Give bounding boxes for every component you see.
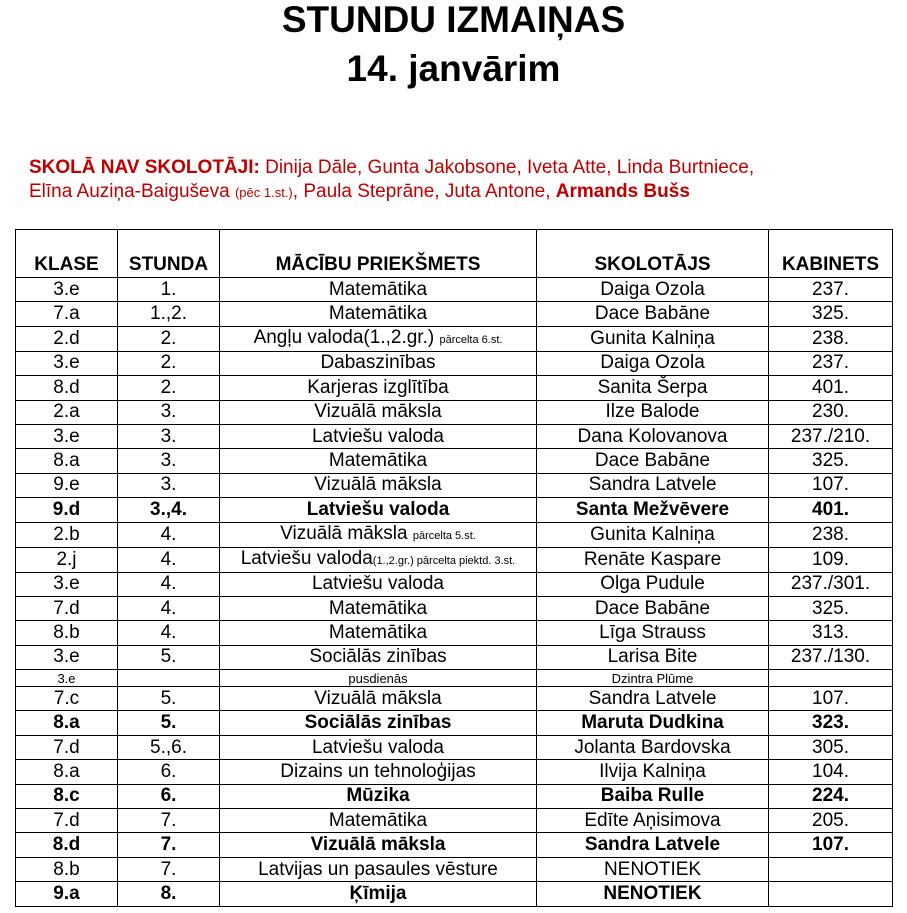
table-row xyxy=(16,833,893,857)
absent-label: SKOLĀ NAV SKOLOTĀJI: xyxy=(29,157,260,178)
cell-teacher: Santa Mežvēvere xyxy=(537,498,769,522)
page-title: STUNDU IZMAIŅAS xyxy=(281,0,626,40)
table-row xyxy=(16,424,893,448)
cell-teacher: Dace Babāne xyxy=(537,449,769,473)
subject-text: Vizuālā māksla xyxy=(314,401,442,423)
cell-subject xyxy=(220,278,537,302)
subject-text: Matemātika xyxy=(328,303,428,325)
cell-room: 107. xyxy=(769,473,893,497)
cell-stunda: 5.,6. xyxy=(118,735,220,759)
cell-teacher: Larisa Bite xyxy=(537,645,769,669)
cell-stunda: 3. xyxy=(118,473,220,497)
subject-text: Matemātika xyxy=(328,278,428,300)
cell-stunda: 8. xyxy=(118,882,220,906)
cell-subject xyxy=(220,498,537,522)
cell-klase: 7.c xyxy=(16,687,118,711)
table-row xyxy=(16,687,893,711)
subject-text: Matemātika xyxy=(328,450,428,472)
cell-teacher: Daiga Ozola xyxy=(537,351,769,375)
subject-text: Sociālās zinības xyxy=(304,712,452,734)
cell-stunda: 5. xyxy=(118,711,220,735)
cell-teacher: Sanita Šerpa xyxy=(537,376,769,400)
cell-stunda: 2. xyxy=(118,376,220,400)
cell-room: 109. xyxy=(769,547,893,572)
cell-klase: 8.b xyxy=(16,857,118,881)
header-prieksmets: MĀCĪBU PRIEKŠMETS xyxy=(220,230,537,278)
cell-stunda: 7. xyxy=(118,809,220,833)
cell-klase: 8.a xyxy=(16,449,118,473)
subject-text: Karjeras izglītība xyxy=(307,376,449,398)
cell-stunda: 5. xyxy=(118,687,220,711)
cell-subject xyxy=(220,784,537,808)
subject-text: Dizains un tehnoloģijas xyxy=(280,760,476,782)
cell-teacher: Renāte Kaspare xyxy=(537,547,769,572)
subject-text: Vizuālā māksla xyxy=(314,687,442,709)
cell-klase: 7.d xyxy=(16,735,118,759)
cell-klase: 8.d xyxy=(16,376,118,400)
cell-room: 107. xyxy=(769,833,893,857)
table-row xyxy=(16,498,893,522)
cell-stunda xyxy=(118,670,220,687)
cell-subject xyxy=(220,376,537,400)
table-row xyxy=(16,572,893,596)
table-row xyxy=(16,596,893,620)
cell-teacher: Maruta Dudkina xyxy=(537,711,769,735)
subject-text: Vizuālā māksla xyxy=(314,474,442,496)
cell-klase: 8.a xyxy=(16,760,118,784)
cell-klase: 3.e xyxy=(16,351,118,375)
cell-room: 237./301. xyxy=(769,572,893,596)
cell-klase: 8.d xyxy=(16,833,118,857)
subject-text: Vizuālā māksla xyxy=(280,522,413,544)
table-row xyxy=(16,400,893,424)
header-kabinets: KABINETS xyxy=(769,230,893,278)
cell-klase: 3.e xyxy=(16,278,118,302)
subject-text: Matemātika xyxy=(328,597,428,619)
table-row xyxy=(16,351,893,375)
cell-stunda: 4. xyxy=(118,572,220,596)
cell-subject xyxy=(220,735,537,759)
cell-stunda: 1.,2. xyxy=(118,302,220,326)
subject-text: Latviešu valoda xyxy=(306,498,450,520)
cell-room: 325. xyxy=(769,596,893,620)
cell-teacher: NENOTIEK xyxy=(537,857,769,881)
cell-subject xyxy=(220,645,537,669)
cell-teacher: Ilvija Kalniņa xyxy=(537,760,769,784)
cell-teacher: Dzintra Plūme xyxy=(537,670,769,687)
subject-text: Latviešu valoda xyxy=(240,547,373,569)
cell-teacher: NENOTIEK xyxy=(537,882,769,906)
cell-room xyxy=(769,670,893,687)
cell-subject xyxy=(220,449,537,473)
cell-subject xyxy=(220,857,537,881)
header-klase: KLASE xyxy=(16,230,118,278)
table-row xyxy=(16,735,893,759)
cell-teacher: Dace Babāne xyxy=(537,596,769,620)
cell-subject xyxy=(220,351,537,375)
cell-subject xyxy=(220,596,537,620)
subject-text: Mūzika xyxy=(346,785,410,807)
cell-room: 401. xyxy=(769,498,893,522)
subject-text: Vizuālā māksla xyxy=(310,834,446,856)
cell-room: 313. xyxy=(769,621,893,645)
cell-teacher: Baiba Rulle xyxy=(537,784,769,808)
absent-teachers-notice xyxy=(29,156,889,205)
cell-klase: 2.j xyxy=(16,547,118,572)
cell-klase: 7.d xyxy=(16,596,118,620)
cell-room xyxy=(769,857,893,881)
cell-room: 323. xyxy=(769,711,893,735)
cell-subject xyxy=(220,302,537,326)
table-row xyxy=(16,278,893,302)
cell-stunda: 3. xyxy=(118,424,220,448)
cell-stunda: 4. xyxy=(118,522,220,547)
cell-teacher: Gunita Kalniņa xyxy=(537,522,769,547)
cell-klase: 8.b xyxy=(16,621,118,645)
cell-room: 237./130. xyxy=(769,645,893,669)
table-row xyxy=(16,784,893,808)
cell-klase: 3.e xyxy=(16,572,118,596)
cell-room: 401. xyxy=(769,376,893,400)
cell-stunda: 6. xyxy=(118,784,220,808)
cell-room: 104. xyxy=(769,760,893,784)
cell-subject xyxy=(220,621,537,645)
cell-teacher: Daiga Ozola xyxy=(537,278,769,302)
cell-room: 224. xyxy=(769,784,893,808)
cell-stunda: 2. xyxy=(118,351,220,375)
cell-teacher: Dace Babāne xyxy=(537,302,769,326)
subject-text: Latviešu valoda xyxy=(311,425,445,447)
header-skolotajs: SKOLOTĀJS xyxy=(537,230,769,278)
cell-room xyxy=(769,882,893,906)
cell-room: 325. xyxy=(769,449,893,473)
cell-teacher: Jolanta Bardovska xyxy=(537,735,769,759)
table-row xyxy=(16,857,893,881)
cell-stunda: 4. xyxy=(118,596,220,620)
cell-klase: 2.b xyxy=(16,522,118,547)
cell-klase: 9.a xyxy=(16,882,118,906)
cell-klase: 3.e xyxy=(16,424,118,448)
cell-subject xyxy=(220,522,537,547)
cell-subject xyxy=(220,833,537,857)
cell-teacher: Sandra Latvele xyxy=(537,687,769,711)
cell-teacher: Olga Pudule xyxy=(537,572,769,596)
subject-text: Latvijas un pasaules vēsture xyxy=(258,858,498,880)
cell-stunda: 4. xyxy=(118,547,220,572)
cell-klase: 8.a xyxy=(16,711,118,735)
cell-subject xyxy=(220,882,537,906)
cell-klase: 9.d xyxy=(16,498,118,522)
header-stunda: STUNDA xyxy=(118,230,220,278)
table-row xyxy=(16,621,893,645)
table-row xyxy=(16,645,893,669)
cell-subject xyxy=(220,572,537,596)
cell-room: 205. xyxy=(769,809,893,833)
absent-last-name: Armands Bušs xyxy=(555,181,690,202)
cell-stunda: 7. xyxy=(118,833,220,857)
cell-room: 237./210. xyxy=(769,424,893,448)
subject-text: Latviešu valoda xyxy=(311,573,445,595)
absent-elina-note: (pēc 1.st.) xyxy=(234,185,293,200)
absent-name-elina: Elīna Auziņa-Baiguševa xyxy=(29,181,235,202)
cell-klase: 8.c xyxy=(16,784,118,808)
cell-klase: 3.e xyxy=(16,670,118,687)
cell-stunda: 3. xyxy=(118,400,220,424)
subject-text: Angļu valoda(1.,2.gr.) xyxy=(253,326,440,348)
cell-klase: 2.a xyxy=(16,400,118,424)
table-row xyxy=(16,882,893,906)
cell-subject xyxy=(220,326,537,351)
cell-subject xyxy=(220,687,537,711)
schedule-changes-table xyxy=(15,229,893,907)
cell-subject xyxy=(220,547,537,572)
cell-teacher: Sandra Latvele xyxy=(537,473,769,497)
page-date: 14. janvārim xyxy=(346,48,561,89)
table-header-row xyxy=(16,230,893,278)
table-row xyxy=(16,547,893,572)
cell-stunda: 4. xyxy=(118,621,220,645)
cell-stunda: 3.,4. xyxy=(118,498,220,522)
cell-subject xyxy=(220,400,537,424)
subject-text: Dabaszinības xyxy=(320,352,436,374)
subject-text: Ķīmija xyxy=(349,882,407,904)
cell-subject xyxy=(220,473,537,497)
table-row xyxy=(16,522,893,547)
cell-klase: 9.e xyxy=(16,473,118,497)
table-row xyxy=(16,711,893,735)
subject-text: Matemātika xyxy=(328,621,428,643)
cell-room: 238. xyxy=(769,522,893,547)
cell-teacher: Edīte Aņisimova xyxy=(537,809,769,833)
subject-text: pusdienās xyxy=(348,670,408,686)
table-row xyxy=(16,760,893,784)
cell-stunda: 6. xyxy=(118,760,220,784)
cell-teacher: Līga Strauss xyxy=(537,621,769,645)
cell-stunda: 1. xyxy=(118,278,220,302)
cell-subject xyxy=(220,711,537,735)
cell-room: 238. xyxy=(769,326,893,351)
absent-names-line2: , Paula Steprāne, Juta Antone, xyxy=(292,181,556,202)
cell-klase: 3.e xyxy=(16,645,118,669)
cell-stunda: 3. xyxy=(118,449,220,473)
absent-names-line1: Dinija Dāle, Gunta Jakobsone, Iveta Atte, Linda Burtniece, xyxy=(259,157,755,178)
cell-room: 107. xyxy=(769,687,893,711)
cell-teacher: Sandra Latvele xyxy=(537,833,769,857)
subject-note: pārcelta 5.st. xyxy=(412,529,476,542)
cell-teacher: Dana Kolovanova xyxy=(537,424,769,448)
cell-klase: 2.d xyxy=(16,326,118,351)
subject-note: (1.,2.gr.) pārcelta piektd. 3.st. xyxy=(372,554,516,567)
subject-note: pārcelta 6.st. xyxy=(439,333,503,346)
table-row xyxy=(16,809,893,833)
table-row xyxy=(16,376,893,400)
cell-klase: 7.d xyxy=(16,809,118,833)
cell-room: 325. xyxy=(769,302,893,326)
cell-subject xyxy=(220,670,537,687)
table-row xyxy=(16,302,893,326)
cell-subject xyxy=(220,424,537,448)
cell-room: 305. xyxy=(769,735,893,759)
cell-stunda: 2. xyxy=(118,326,220,351)
cell-subject xyxy=(220,760,537,784)
table-row xyxy=(16,449,893,473)
table-row xyxy=(16,326,893,351)
cell-subject xyxy=(220,809,537,833)
cell-teacher: Gunita Kalniņa xyxy=(537,326,769,351)
cell-stunda: 7. xyxy=(118,857,220,881)
subject-text: Sociālās zinības xyxy=(309,646,447,668)
table-row xyxy=(16,473,893,497)
cell-room: 237. xyxy=(769,278,893,302)
table-row xyxy=(16,670,893,687)
cell-stunda: 5. xyxy=(118,645,220,669)
cell-room: 230. xyxy=(769,400,893,424)
subject-text: Matemātika xyxy=(328,809,428,831)
cell-room: 237. xyxy=(769,351,893,375)
subject-text: Latviešu valoda xyxy=(311,736,445,758)
cell-klase: 7.a xyxy=(16,302,118,326)
cell-teacher: Ilze Balode xyxy=(537,400,769,424)
